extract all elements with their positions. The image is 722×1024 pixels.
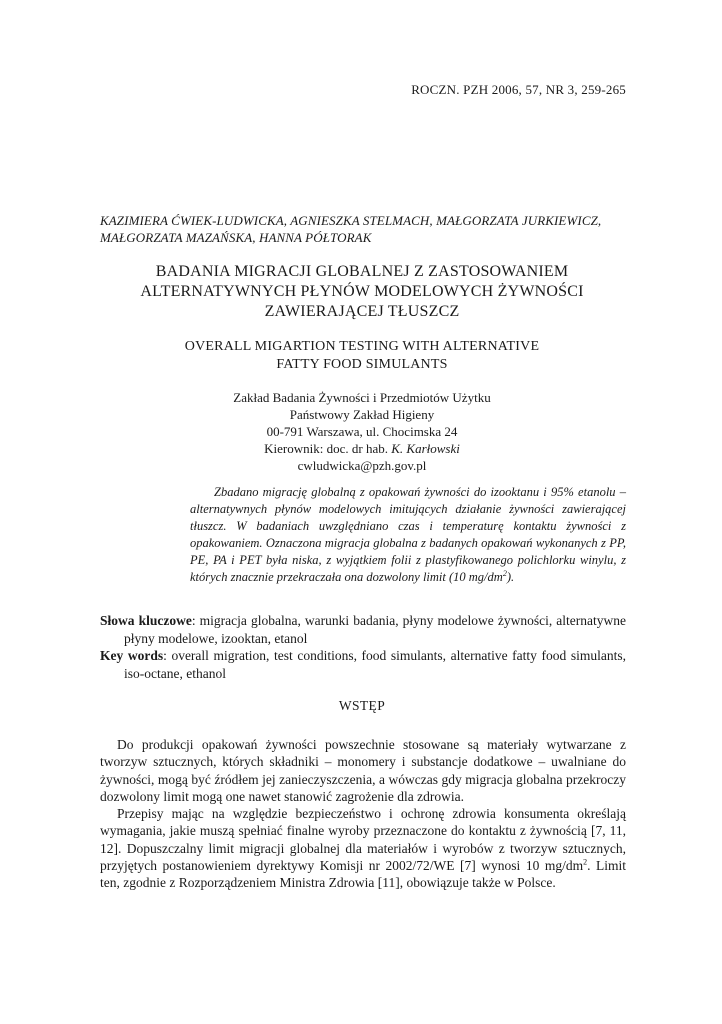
body-paragraph-2-end: . Limit ten, zgodnie z Rozporządzeniem Ministra Zdrowia [11], obowiązuje także w Polsce. (100, 858, 627, 891)
keywords-section (100, 612, 626, 682)
abstract-end: ). (506, 570, 515, 584)
title-english-line-2: FATTY FOOD SIMULANTS (276, 357, 448, 372)
abstract (190, 484, 626, 586)
keywords-polish (100, 612, 626, 647)
section-heading-introduction: WSTĘP (338, 698, 386, 713)
abstract-superscript: 2 (502, 568, 507, 578)
affiliation-institute: Państwowy Zakład Higieny (289, 407, 435, 422)
affiliation-head (100, 440, 624, 457)
affiliation-head-prefix: Kierownik: doc. dr hab. (264, 441, 392, 456)
title-english (100, 338, 624, 374)
affiliation-email: cwludwicka@pzh.gov.pl (297, 458, 427, 473)
title-polish (100, 262, 624, 322)
keywords-polish-label: Słowa kluczowe (100, 613, 192, 628)
affiliation-department: Zakład Badania Żywności i Przedmiotów Użytku (233, 390, 491, 405)
author-line-1: KAZIMIERA ĆWIEK-LUDWICKA, AGNIESZKA STELMACH, MAŁGORZATA JURKIEWICZ, (100, 213, 602, 228)
abstract-text: Zbadano migrację globalną z opakowań żywności do izooktanu i 95% etanolu – alternatywnych płynów modelowych imitujących działanie żywności zawierającej tłuszcz. W badaniach uwzględniano czas i temperaturę kontaktu żywności z opakowaniem. Oznaczona migracja globalna z badanych opakowań wykonanych z PP, PE, PA i PET była niska, z wyjątkiem folii z plastyfikowanego polichlorku winylu, z których znacznie przekraczała ona dozwolony limit (10 mg/dm (190, 485, 626, 584)
body-paragraph-2 (100, 805, 626, 891)
keywords-english-text: : overall migration, test conditions, food simulants, alternative fatty food simulants, iso-octane, ethanol (124, 648, 626, 681)
title-polish-line-3: ZAWIERAJĄCEJ TŁUSZCZ (264, 303, 460, 320)
keywords-english-label: Key words (100, 648, 164, 663)
author-line-2: MAŁGORZATA MAZAŃSKA, HANNA PÓŁTORAK (100, 230, 372, 245)
body-paragraph-2-start: Przepisy mając na względzie bezpieczeństwo i ochronę zdrowia konsumenta określają wymagania, jakie muszą spełniać finalne wyroby przeznaczone do kontaktu z żywnością [7, 11, 12]. Dopuszczalny limit migracji globalnej dla materiałów i wyrobów z tworzyw sztucznych, przyjętych postanowieniem dyrektywy Komisji nr 2002/72/WE [7] wynosi 10 mg/dm (100, 806, 626, 874)
title-english-line-1: OVERALL MIGARTION TESTING WITH ALTERNATIVE (184, 339, 540, 354)
title-polish-line-1: BADANIA MIGRACJI GLOBALNEJ Z ZASTOSOWANIEM (155, 263, 569, 280)
body-paragraph-1: Do produkcji opakowań żywności powszechnie stosowane są materiały wytwarzane z tworzyw sztucznych, których składniki – monomery i substancje dodatkowe – uwalniane do żywności, mogą być źródłem jej zanieczyszczenia, a wówczas gdy migracja globalna przekroczy dozwolony limit mogą one nawet stanowić zagrożenie dla zdrowia. (100, 737, 626, 804)
affiliation-head-name: K. Karłowski (391, 441, 460, 456)
author-list (100, 212, 640, 246)
introduction-body (100, 736, 626, 892)
title-polish-line-2: ALTERNATYWNYCH PŁYNÓW MODELOWYCH ŻYWNOŚCI (140, 283, 584, 300)
keywords-english (100, 647, 626, 682)
affiliation-block (100, 389, 624, 474)
body-paragraph-2-superscript: 2 (583, 857, 588, 867)
affiliation-address: 00-791 Warszawa, ul. Chocimska 24 (266, 424, 458, 439)
journal-reference: ROCZN. PZH 2006, 57, NR 3, 259-265 (411, 82, 626, 97)
keywords-polish-text: : migracja globalna, warunki badania, płyny modelowe żywności, alternatywne płyny modelowe, izooktan, etanol (124, 613, 626, 646)
